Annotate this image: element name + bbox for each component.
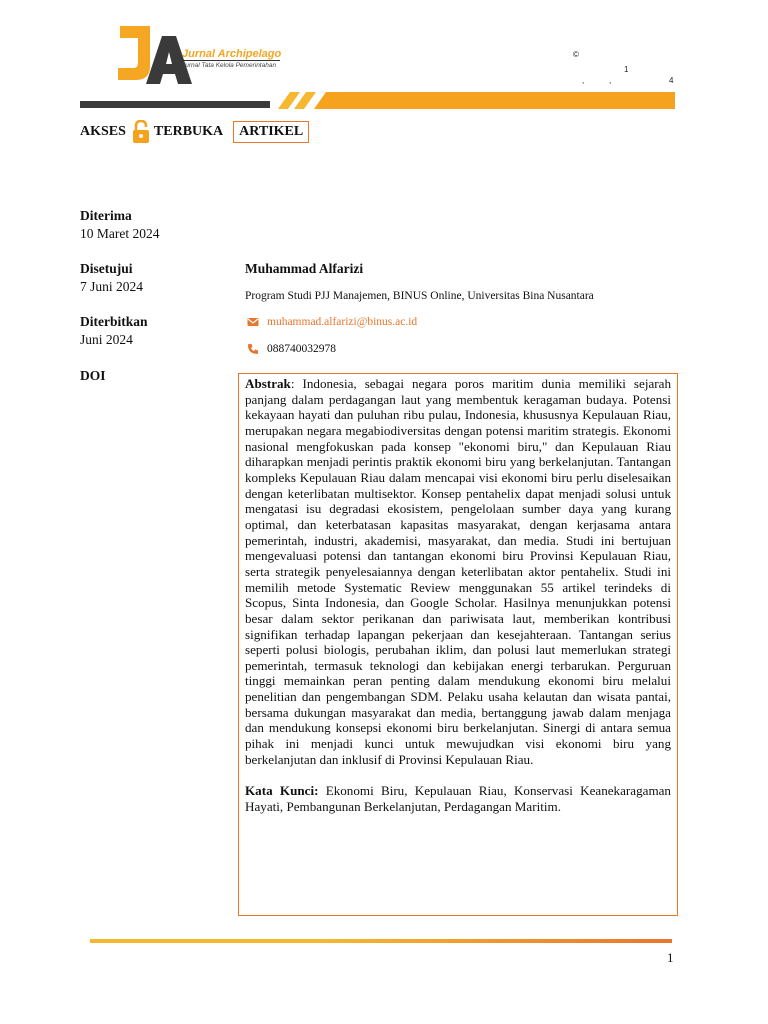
accepted-date: 7 Juni 2024 — [80, 279, 144, 294]
meta-line-2c: 4 — [669, 76, 674, 85]
copyright-symbol: © — [573, 50, 579, 59]
received-label: Diterima — [80, 208, 132, 223]
abstract-paragraph — [245, 376, 671, 767]
doi-label: DOI — [80, 368, 106, 383]
email-row — [247, 316, 417, 328]
journal-name: Jurnal Archipelago — [182, 48, 282, 60]
artikel-badge: ARTIKEL — [233, 121, 309, 143]
header-orange-bar — [270, 92, 675, 109]
abstract-text: : Indonesia, sebagai negara poros maritim dunia memiliki sejarah panjang dalam perdagangan laut yang membentuk keragaman budaya. Potensi kekayaan hayati dan puluhan ribu pulau, Indonesia, khususnya Kepulauan Riau, merupakan negara megabiodiversitas dengan potensi maritim strategis. Ekonomi nasional mengfokuskan pada konsep "ekonomi biru," dan Kepulauan Riau diharapkan menjadi perintis praktik ekonomi biru yang berkelanjutan. Tantangan kompleks Kepulauan Riau dalam mencapai visi ekonomi biru perlu diselesaikan dengan keterlibatan multisektor. Konsep pentahelix dapat menjadi solusi untuk mengatasi isu degradasi ekosistem, pengelolaan sumber daya yang kurang optimal, dan keterbatasan kapasitas masyarakat, dengan kerjasama antara pemerintah, industri, akademisi, masyarakat, dan media. Studi ini bertujuan mengevaluasi potensi dan tantangan ekonomi biru Provinsi Kepulauan Riau, serta strategik penyelesaiannya dengan keterlibatan aktor pentahelix. Studi ini memilih metode Systematic Review menggunakan 55 artikel terindeks di Scopus, Sinta Indonesia, dan Google Scholar. Hasilnya menunjukkan potensi besar dalam sektor perikanan dan pariwisata laut, memberikan kontribusi signifikan terhadap lapangan pekerjaan dan kesejahteraan. Tantangan serius seperti polusi biologis, perubahan iklim, dan polusi laut memerlukan strategi pemerintah, termasuk teknologi dan kebijakan energi terbarukan. Perguruan tinggi memainkan peran penting dalam mendukung ekonomi biru melalui penelitian dan pengembangan SDM. Pelaku usaha kelautan dan wisata pantai, bersama dukungan masyarakat dan media, bertanggung jawab dalam menjaga dan mendukung konsepsi ekonomi biru berkelanjutan. Sinergi di antara semua pihak ini menjadi kunci untuk mewujudkan visi ekonomi biru yang berkelanjutan dan inklusif di Provinsi Kepulauan Riau. — [245, 376, 671, 767]
keywords-label: Kata Kunci: — [245, 783, 319, 798]
phone-row — [247, 343, 336, 355]
author-email[interactable]: muhammad.alfarizi@binus.ac.id — [267, 316, 418, 328]
author-affiliation: Program Studi PJJ Manajemen, BINUS Online, Universitas Bina Nusantara — [245, 290, 594, 302]
logo-divider — [180, 60, 280, 61]
published-date: Juni 2024 — [80, 332, 133, 347]
page-number: 1 — [667, 950, 674, 965]
terbuka-label: TERBUKA — [153, 124, 224, 139]
author-name: Muhammad Alfarizi — [245, 261, 364, 276]
author-phone: 088740032978 — [267, 343, 336, 355]
journal-subtitle: Jurnal Tata Kelola Pemerintahan — [182, 62, 277, 69]
keywords-paragraph — [245, 783, 671, 814]
envelope-icon — [247, 316, 259, 328]
phone-icon — [247, 343, 259, 355]
open-lock-icon — [132, 120, 150, 144]
published-label: Diterbitkan — [80, 314, 148, 329]
footer-rule — [90, 939, 672, 943]
accepted-label: Disetujui — [80, 261, 133, 276]
keywords-text: Ekonomi Biru, Kepulauan Riau, Konservasi Keanekaragaman Hayati, Pembangunan Berkelanjutan, Perdagangan Maritim. — [245, 783, 671, 814]
abstract-box — [238, 373, 678, 916]
received-date: 10 Maret 2024 — [80, 226, 160, 241]
akses-label: AKSES — [80, 124, 126, 139]
abstract-label: Abstrak — [245, 376, 291, 391]
open-access-row — [80, 119, 309, 145]
meta-line-2a: , — [582, 76, 585, 85]
header-dark-bar — [80, 101, 270, 108]
meta-line-2b: , — [609, 76, 612, 85]
meta-line-1: 1 — [624, 65, 629, 74]
